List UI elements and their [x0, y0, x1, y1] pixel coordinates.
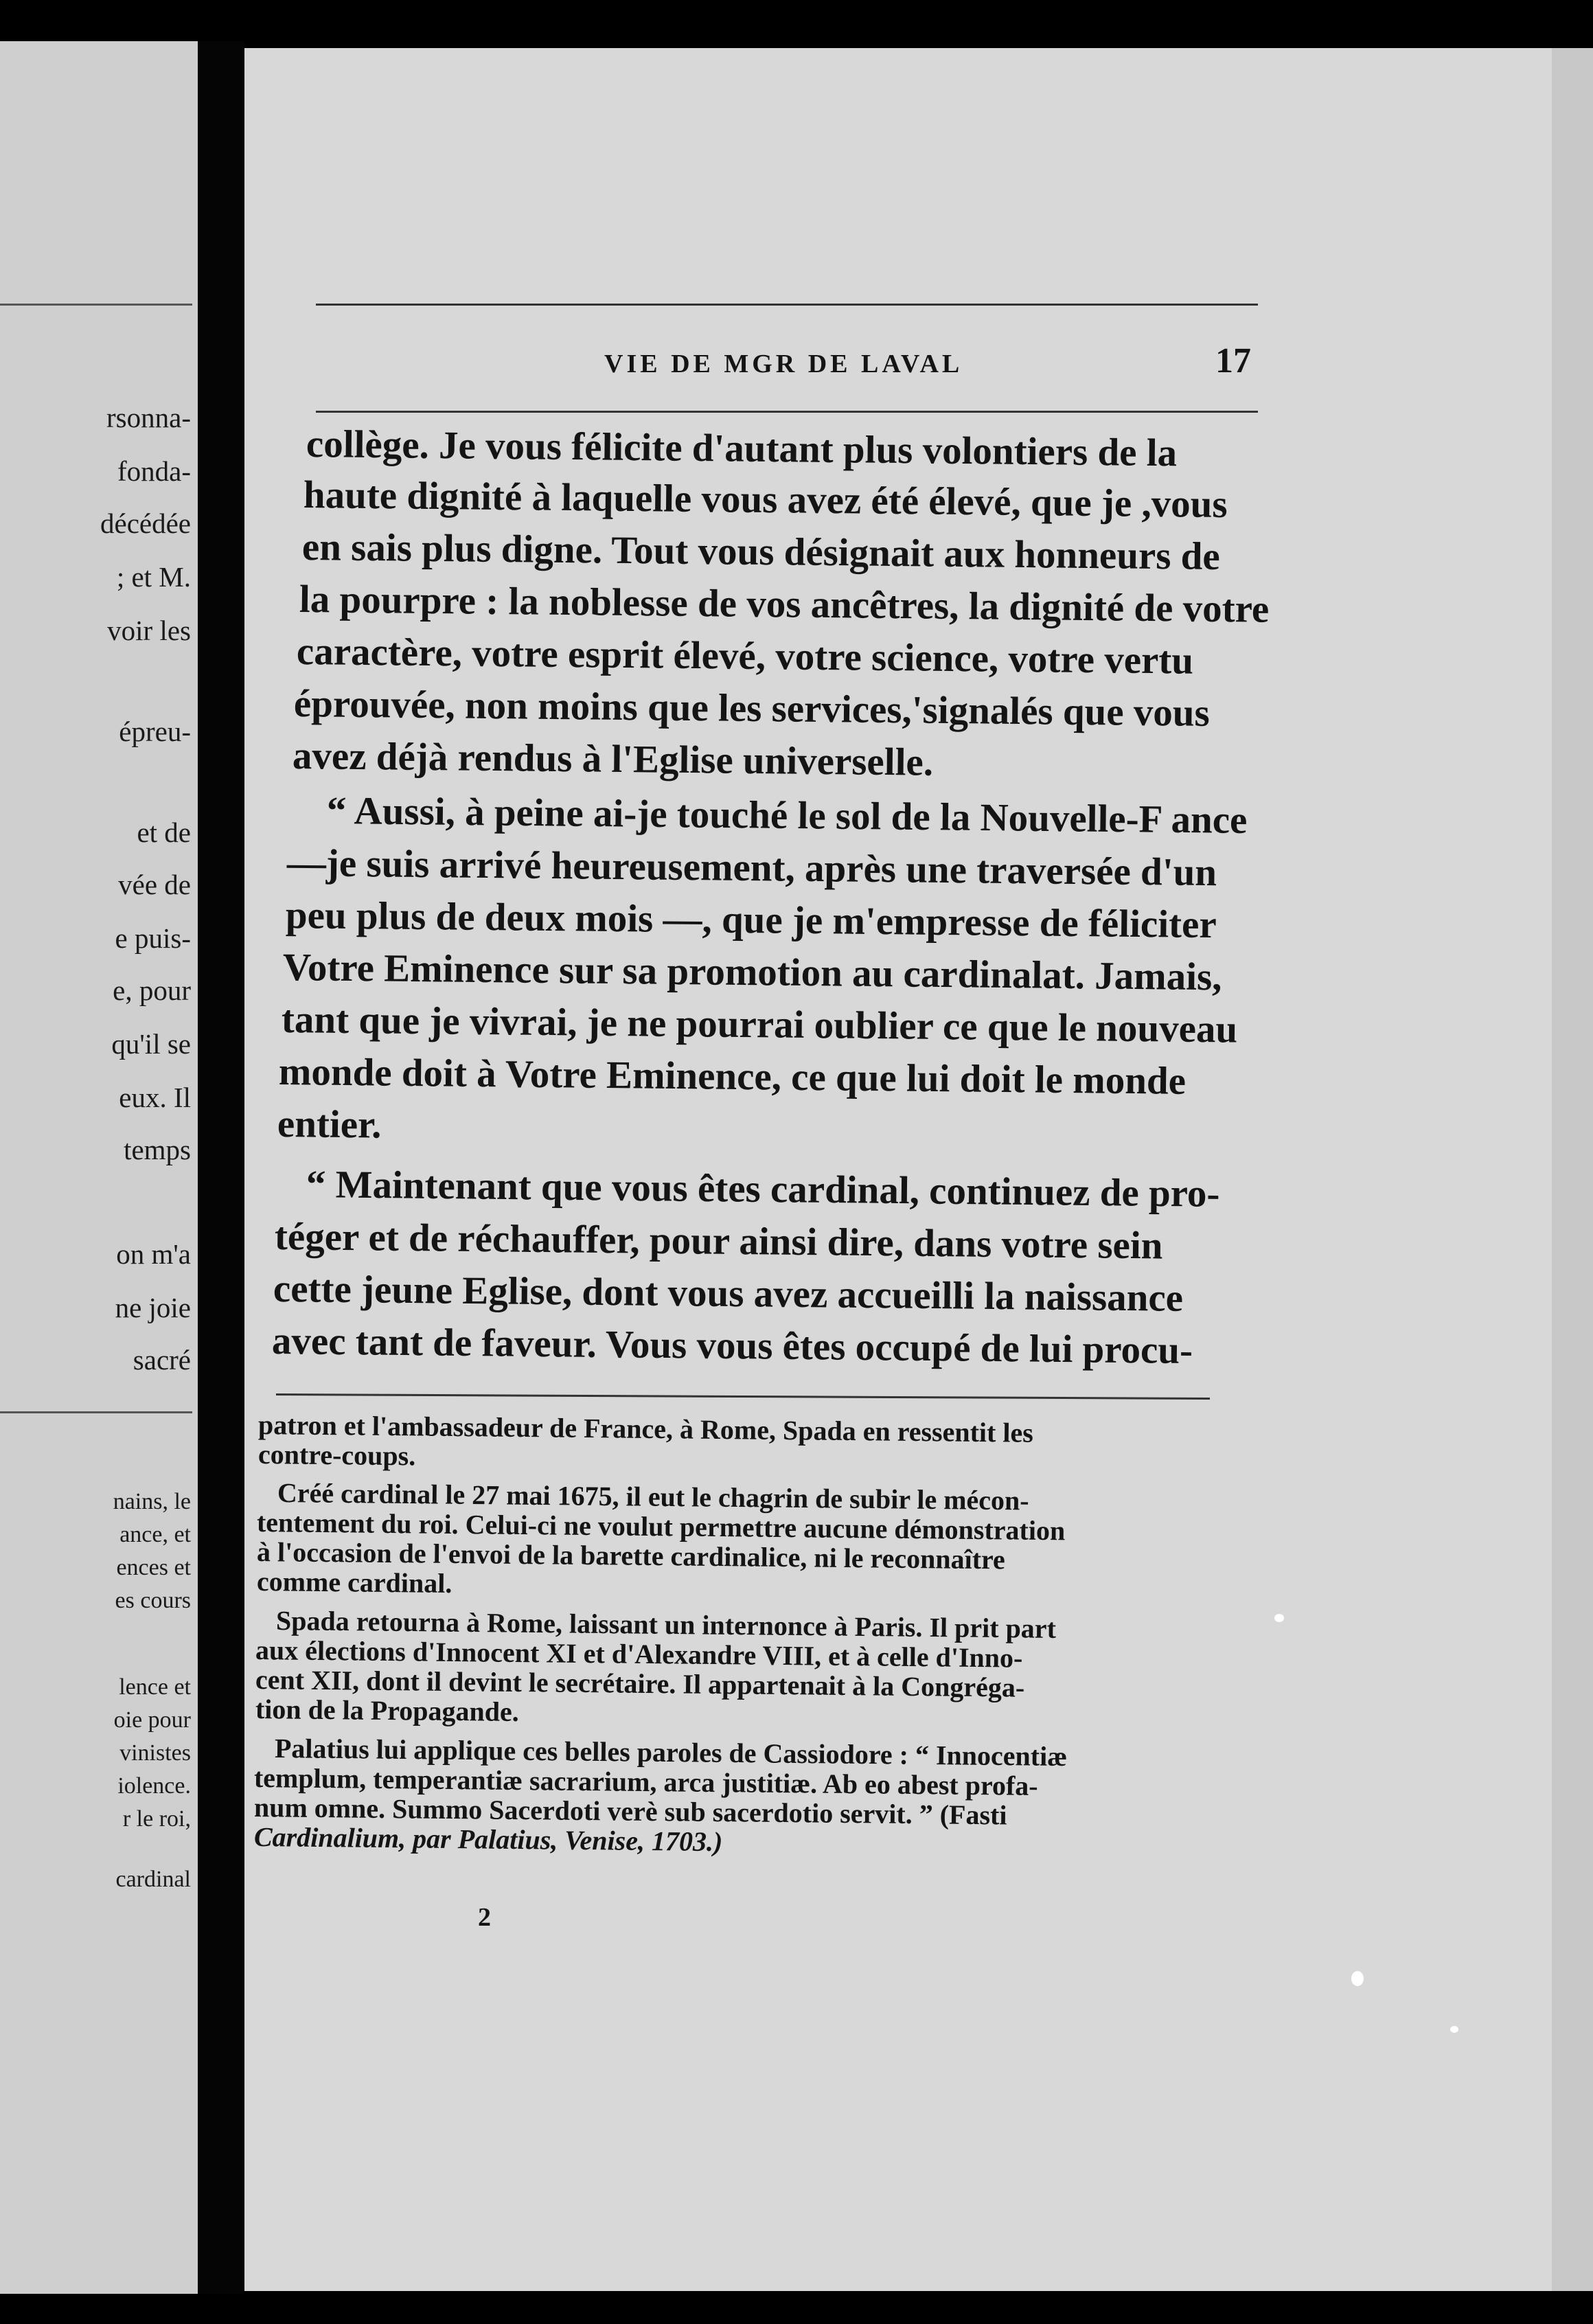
facing-text-fragment: rsonna-: [106, 402, 191, 433]
facing-footnote-fragment: ences et: [116, 1555, 191, 1580]
facing-footnote-fragment: es cours: [115, 1588, 191, 1613]
footnote-line: aux élections d'Innocent XI et d'Alexandre VIII, et à celle d'Inno-: [255, 1634, 1023, 1674]
body-line: “ Maintenant que vous êtes cardinal, continuez de pro-: [306, 1163, 1220, 1216]
body-line: en sais plus digne. Tout vous désignait aux honneurs de: [301, 525, 1221, 578]
footnote-line: num omne. Summo Sacerdoti verè sub sacerdotio servit. ” (Fasti: [253, 1792, 1007, 1831]
facing-text-fragment: e puis-: [115, 922, 191, 954]
facing-text-fragment: vée de: [118, 869, 191, 900]
footnote-line: tion de la Propagande.: [255, 1694, 519, 1728]
footnote-line: Cardinalium, par Palatius, Venise, 1703.): [253, 1821, 723, 1858]
facing-footnote-fragment: lence et: [119, 1674, 191, 1700]
body-line: éprouvée, non moins que les services,'signalés que vous: [293, 682, 1211, 735]
body-line: haute dignité à laquelle vous avez été élevé, que je ,vous: [303, 473, 1228, 527]
facing-footnote-fragment: iolence.: [117, 1773, 191, 1799]
facing-text-fragment: eux. Il: [119, 1082, 191, 1113]
body-line: cette jeune Eglise, dont vous avez accueilli la naissance: [273, 1267, 1184, 1320]
facing-footnote-fragment: cardinal: [115, 1867, 191, 1892]
body-line: monde doit à Votre Eminence, ce que lui doit le monde: [278, 1050, 1187, 1103]
facing-page-footnote-rule: [0, 1411, 192, 1413]
paper-speck: [1450, 2026, 1458, 2033]
facing-text-fragment: temps: [124, 1134, 191, 1165]
footnote-line: comme cardinal.: [256, 1566, 452, 1599]
facing-footnote-fragment: nains, le: [113, 1489, 191, 1514]
paper-speck: [1274, 1614, 1284, 1622]
footnote-line: Spada retourna à Rome, laissant un internonce à Paris. Il prit part: [275, 1605, 1057, 1644]
facing-text-fragment: qu'il se: [111, 1028, 191, 1060]
footnote-line: contre-coups.: [257, 1439, 416, 1472]
body-line: la pourpre : la noblesse de vos ancêtres, la dignité de votre: [299, 578, 1270, 631]
body-line: tant que je vivrai, je ne pourrai oublier ce que le nouveau: [281, 998, 1238, 1051]
body-line: —je suis arrivé heureusement, après une traversée d'un: [286, 841, 1217, 895]
facing-text-fragment: ne joie: [115, 1292, 191, 1323]
facing-text-fragment: décédée: [100, 508, 191, 539]
book-gutter: [198, 41, 244, 2294]
facing-page-strip: [0, 41, 198, 2294]
body-line: caractère, votre esprit élevé, votre science, votre vertu: [296, 630, 1194, 683]
facing-text-fragment: épreu-: [119, 716, 191, 747]
facing-footnote-fragment: ance, et: [119, 1522, 191, 1547]
footnote-line: tentement du roi. Celui-ci ne voulut permettre aucune démonstration: [256, 1507, 1066, 1547]
facing-text-fragment: sacré: [133, 1344, 191, 1376]
footnote-line: Créé cardinal le 27 mai 1675, il eut le chagrin de subir le mécon-: [277, 1477, 1029, 1516]
facing-text-fragment: on m'a: [116, 1238, 191, 1270]
facing-footnote-fragment: r le roi,: [122, 1806, 191, 1832]
body-line: Votre Eminence sur sa promotion au cardinalat. Jamais,: [282, 946, 1222, 999]
paper-speck: [1351, 1971, 1364, 1986]
facing-footnote-fragment: vinistes: [119, 1740, 191, 1766]
facing-page-header-rule: [0, 304, 192, 306]
running-head: VIE DE MGR DE LAVAL: [604, 350, 963, 378]
footnote-line: cent XII, dont il devint le secrétaire. Il appartenait à la Congréga-: [255, 1664, 1025, 1703]
book-page: [244, 48, 1593, 2291]
body-line: avec tant de faveur. Vous vous êtes occupé de lui procu-: [271, 1319, 1193, 1373]
footnote-rule: [276, 1393, 1210, 1400]
footnote-line: patron et l'ambassadeur de France, à Rome, Spada en ressentit les: [257, 1409, 1034, 1448]
header-top-rule: [316, 304, 1258, 306]
body-line: peu plus de deux mois —, que je m'empresse de féliciter: [285, 893, 1217, 947]
page-edge-shade: [1552, 48, 1593, 2291]
page-number: 17: [1215, 341, 1251, 380]
facing-text-fragment: e, pour: [113, 975, 191, 1006]
signature-mark: 2: [478, 1903, 491, 1932]
footnote-line: templum, temperantiæ sacrarium, arca justitiæ. Ab eo abest profa-: [253, 1762, 1038, 1801]
facing-text-fragment: fonda-: [117, 455, 191, 487]
body-line: entier.: [277, 1102, 382, 1147]
header-bottom-rule: [316, 411, 1258, 413]
body-line: “ Aussi, à peine ai-je touché le sol de la Nouvelle-F ance: [326, 789, 1248, 843]
facing-footnote-fragment: oie pour: [113, 1707, 191, 1733]
footnote-line: Palatius lui applique ces belles paroles de Cassiodore : “ Innocentiæ: [274, 1733, 1068, 1773]
facing-text-fragment: voir les: [107, 615, 191, 646]
footnote-line: à l'occasion de l'envoi de la barette cardinalice, ni le reconnaître: [256, 1536, 1006, 1575]
body-line: téger et de réchauffer, pour ainsi dire, dans votre sein: [274, 1215, 1163, 1268]
facing-text-fragment: et de: [137, 817, 191, 848]
body-line: collège. Je vous félicite d'autant plus volontiers de la: [306, 422, 1178, 475]
body-line: avez déjà rendus à l'Eglise universelle.: [292, 734, 934, 784]
facing-text-fragment: ; et M.: [116, 561, 191, 593]
